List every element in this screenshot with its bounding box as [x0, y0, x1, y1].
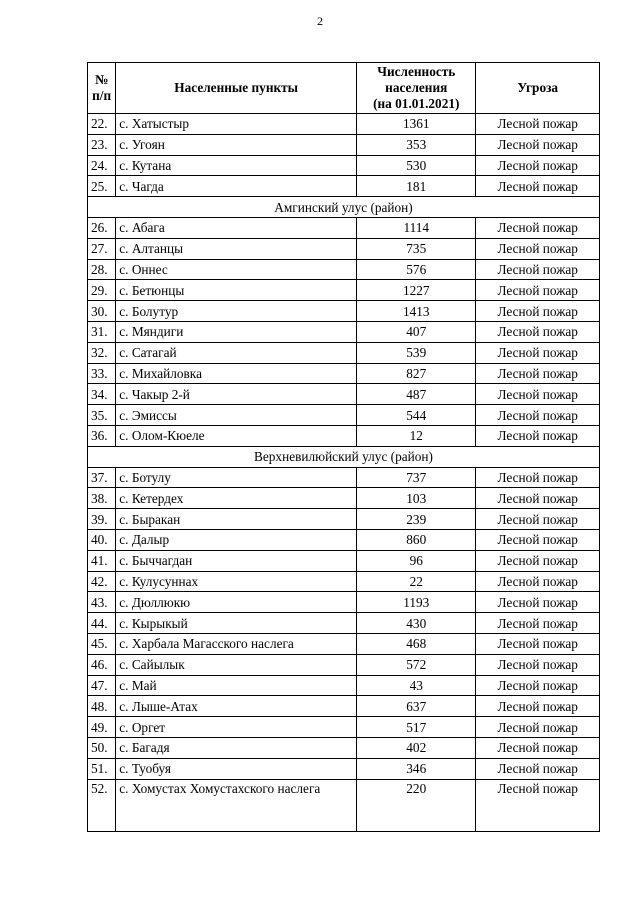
table-row: [88, 280, 600, 301]
threat-type: Лесной пожар: [476, 425, 600, 446]
row-number: 39.: [88, 509, 116, 530]
population-value: 517: [357, 717, 476, 738]
settlement-name: с. Быччагдан: [116, 550, 357, 571]
threat-type: Лесной пожар: [476, 696, 600, 717]
table-row: [88, 717, 600, 738]
population-value: 737: [357, 467, 476, 488]
settlement-name: с. Оннес: [116, 259, 357, 280]
threat-type: Лесной пожар: [476, 321, 600, 342]
table-row: [88, 779, 600, 831]
section-title: Амгинский улус (район): [88, 197, 600, 218]
row-number: 32.: [88, 342, 116, 363]
table-row: [88, 425, 600, 446]
population-value: 407: [357, 321, 476, 342]
row-number: 30.: [88, 301, 116, 322]
row-number: 23.: [88, 134, 116, 155]
table-row: [88, 592, 600, 613]
settlement-name: с. Май: [116, 675, 357, 696]
row-number: 45.: [88, 633, 116, 654]
settlement-name: с. Хатыстыр: [116, 114, 357, 135]
threat-type: Лесной пожар: [476, 779, 600, 831]
threat-type: Лесной пожар: [476, 717, 600, 738]
threat-type: Лесной пожар: [476, 571, 600, 592]
population-value: 1193: [357, 592, 476, 613]
settlement-name: с. Кырыкый: [116, 613, 357, 634]
row-number: 42.: [88, 571, 116, 592]
population-value: 239: [357, 509, 476, 530]
section-title: Верхневилюйский улус (район): [88, 446, 600, 467]
population-value: 544: [357, 405, 476, 426]
threat-type: Лесной пожар: [476, 363, 600, 384]
threat-type: Лесной пожар: [476, 259, 600, 280]
population-value: 860: [357, 529, 476, 550]
table-row: [88, 238, 600, 259]
table-row: [88, 613, 600, 634]
threat-type: Лесной пожар: [476, 592, 600, 613]
population-value: 539: [357, 342, 476, 363]
population-value: 637: [357, 696, 476, 717]
threat-type: Лесной пожар: [476, 301, 600, 322]
row-number: 26.: [88, 217, 116, 238]
settlement-name: с. Сатагай: [116, 342, 357, 363]
row-number: 50.: [88, 737, 116, 758]
settlement-name: с. Олом-Кюеле: [116, 425, 357, 446]
settlements-table: [87, 62, 600, 832]
table-row: [88, 509, 600, 530]
table-row: [88, 758, 600, 779]
table-row: [88, 114, 600, 135]
threat-type: Лесной пожар: [476, 529, 600, 550]
row-number: 43.: [88, 592, 116, 613]
row-number: 47.: [88, 675, 116, 696]
row-number: 31.: [88, 321, 116, 342]
section-row: [88, 446, 600, 467]
header-population-line3: (на 01.01.2021): [373, 96, 460, 111]
row-number: 25.: [88, 176, 116, 197]
table-row: [88, 321, 600, 342]
table-row: [88, 342, 600, 363]
table-row: [88, 529, 600, 550]
header-num: № п/п: [88, 63, 116, 114]
row-number: 22.: [88, 114, 116, 135]
population-value: 402: [357, 737, 476, 758]
settlement-name: с. Лыше-Атах: [116, 696, 357, 717]
population-value: 181: [357, 176, 476, 197]
table-row: [88, 217, 600, 238]
threat-type: Лесной пожар: [476, 114, 600, 135]
population-value: 12: [357, 425, 476, 446]
row-number: 41.: [88, 550, 116, 571]
settlement-name: с. Багадя: [116, 737, 357, 758]
row-number: 52.: [88, 779, 116, 831]
settlement-name: с. Кетердех: [116, 488, 357, 509]
population-value: 735: [357, 238, 476, 259]
population-value: 1361: [357, 114, 476, 135]
settlement-name: с. Ботулу: [116, 467, 357, 488]
population-value: 430: [357, 613, 476, 634]
row-number: 51.: [88, 758, 116, 779]
table-row: [88, 696, 600, 717]
threat-type: Лесной пожар: [476, 509, 600, 530]
settlement-name: с. Бетюнцы: [116, 280, 357, 301]
settlement-name: с. Кутана: [116, 155, 357, 176]
row-number: 44.: [88, 613, 116, 634]
row-number: 46.: [88, 654, 116, 675]
threat-type: Лесной пожар: [476, 675, 600, 696]
population-value: 1114: [357, 217, 476, 238]
settlement-name: с. Харбала Магасского наслега: [116, 633, 357, 654]
table-row: [88, 571, 600, 592]
settlement-name: с. Чакыр 2-й: [116, 384, 357, 405]
table-row: [88, 384, 600, 405]
table-row: [88, 633, 600, 654]
header-population-line2: населения: [385, 80, 448, 95]
population-value: 353: [357, 134, 476, 155]
table-header-row: [88, 63, 600, 114]
population-value: 572: [357, 654, 476, 675]
population-value: 22: [357, 571, 476, 592]
threat-type: Лесной пожар: [476, 654, 600, 675]
header-population-line1: Численность: [377, 64, 456, 79]
settlement-name: с. Кулусуннах: [116, 571, 357, 592]
settlement-name: с. Алтанцы: [116, 238, 357, 259]
table-row: [88, 259, 600, 280]
settlement-name: с. Дюллюкю: [116, 592, 357, 613]
page-number: 2: [317, 14, 323, 28]
table-row: [88, 654, 600, 675]
row-number: 40.: [88, 529, 116, 550]
header-population: [357, 63, 476, 114]
population-value: 43: [357, 675, 476, 696]
population-value: 827: [357, 363, 476, 384]
population-value: 1227: [357, 280, 476, 301]
row-number: 27.: [88, 238, 116, 259]
threat-type: Лесной пожар: [476, 758, 600, 779]
row-number: 24.: [88, 155, 116, 176]
population-value: 220: [357, 779, 476, 831]
row-number: 49.: [88, 717, 116, 738]
population-value: 96: [357, 550, 476, 571]
threat-type: Лесной пожар: [476, 217, 600, 238]
table-body: [88, 114, 600, 832]
threat-type: Лесной пожар: [476, 280, 600, 301]
settlement-name: с. Чагда: [116, 176, 357, 197]
header-name: Населенные пункты: [116, 63, 357, 114]
row-number: 29.: [88, 280, 116, 301]
settlement-name: с. Абага: [116, 217, 357, 238]
population-value: 346: [357, 758, 476, 779]
row-number: 38.: [88, 488, 116, 509]
population-value: 576: [357, 259, 476, 280]
table-row: [88, 176, 600, 197]
table-row: [88, 363, 600, 384]
settlement-name: с. Сайылык: [116, 654, 357, 675]
population-value: 487: [357, 384, 476, 405]
table-row: [88, 737, 600, 758]
threat-type: Лесной пожар: [476, 155, 600, 176]
threat-type: Лесной пожар: [476, 176, 600, 197]
row-number: 37.: [88, 467, 116, 488]
threat-type: Лесной пожар: [476, 342, 600, 363]
threat-type: Лесной пожар: [476, 384, 600, 405]
settlement-name: с. Михайловка: [116, 363, 357, 384]
table-row: [88, 550, 600, 571]
section-row: [88, 197, 600, 218]
population-value: 530: [357, 155, 476, 176]
header-threat: Угроза: [476, 63, 600, 114]
row-number: 35.: [88, 405, 116, 426]
threat-type: Лесной пожар: [476, 550, 600, 571]
table-row: [88, 405, 600, 426]
table-row: [88, 155, 600, 176]
row-number: 33.: [88, 363, 116, 384]
settlement-name: с. Эмиссы: [116, 405, 357, 426]
table-row: [88, 134, 600, 155]
settlement-name: с. Быракан: [116, 509, 357, 530]
threat-type: Лесной пожар: [476, 238, 600, 259]
settlement-name: с. Оргет: [116, 717, 357, 738]
threat-type: Лесной пожар: [476, 134, 600, 155]
settlement-name: с. Туобуя: [116, 758, 357, 779]
row-number: 28.: [88, 259, 116, 280]
table-row: [88, 488, 600, 509]
row-number: 36.: [88, 425, 116, 446]
threat-type: Лесной пожар: [476, 488, 600, 509]
threat-type: Лесной пожар: [476, 467, 600, 488]
threat-type: Лесной пожар: [476, 613, 600, 634]
population-value: 1413: [357, 301, 476, 322]
population-value: 468: [357, 633, 476, 654]
settlement-name: с. Угоян: [116, 134, 357, 155]
threat-type: Лесной пожар: [476, 633, 600, 654]
table-row: [88, 675, 600, 696]
row-number: 34.: [88, 384, 116, 405]
table-row: [88, 467, 600, 488]
settlement-name: с. Мяндиги: [116, 321, 357, 342]
row-number: 48.: [88, 696, 116, 717]
threat-type: Лесной пожар: [476, 737, 600, 758]
population-value: 103: [357, 488, 476, 509]
threat-type: Лесной пожар: [476, 405, 600, 426]
settlement-name: с. Болутур: [116, 301, 357, 322]
table-row: [88, 301, 600, 322]
settlement-name: с. Далыр: [116, 529, 357, 550]
settlement-name: с. Хомустах Хомустахского наслега: [116, 779, 357, 831]
